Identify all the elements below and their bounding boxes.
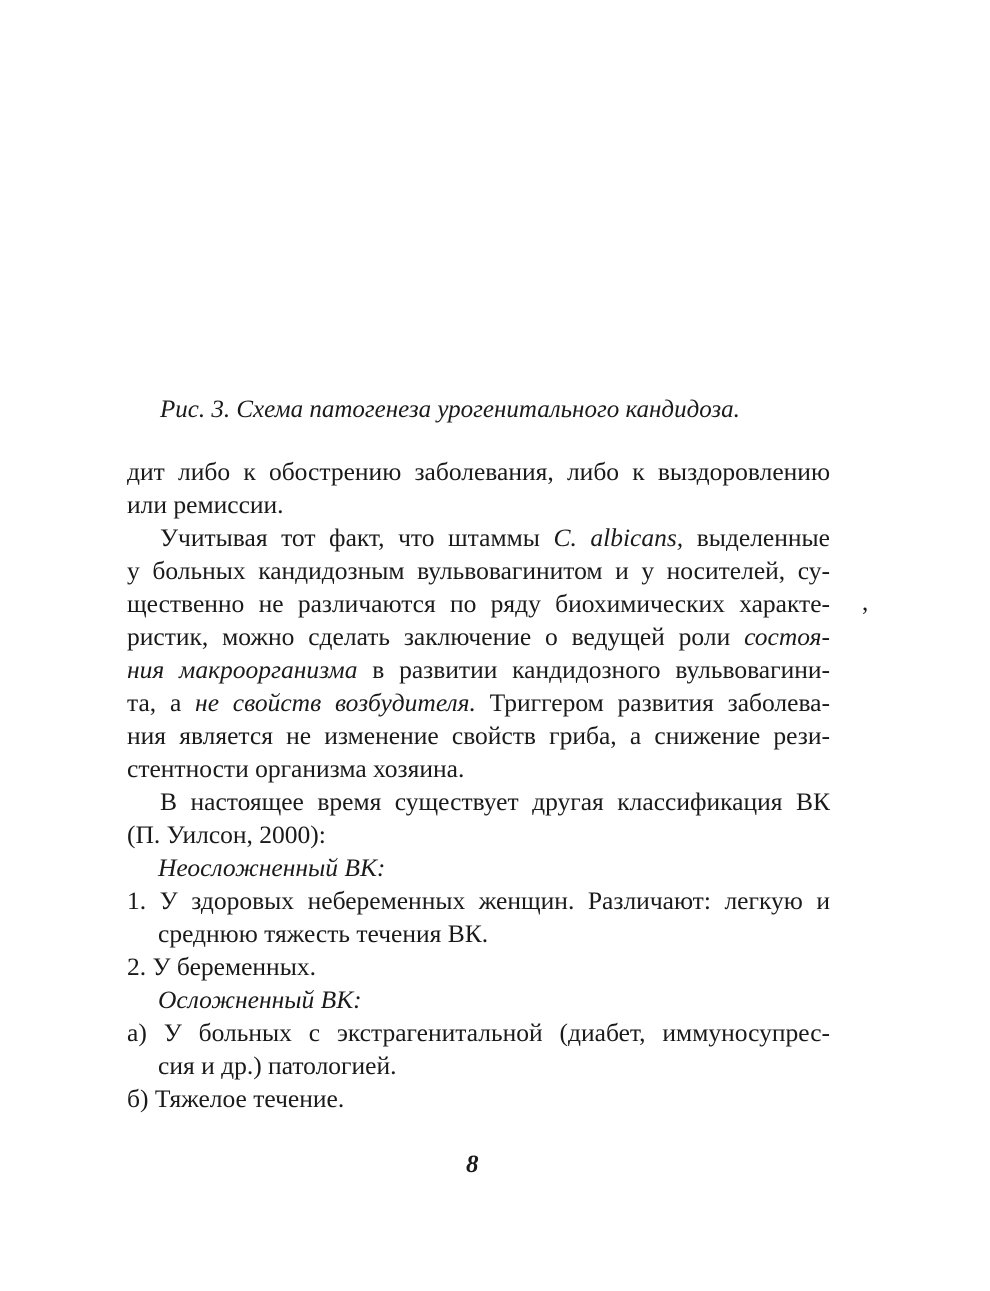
list-item-a-line-1: а) У больных с экстрагенитальной (диабет, иммуносупрес-	[127, 1018, 830, 1047]
paragraph-2-line-3: щественно не различаются по ряду биохимических характе-	[127, 589, 830, 618]
paragraph-2-line-4	[127, 620, 830, 653]
list-item-2: 2. У беременных.	[127, 952, 316, 981]
list-item-1-line-1: 1. У здоровых небеременных женщин. Различают: легкую и	[127, 886, 830, 915]
paragraph-3-line-1: В настоящее время существует другая классификация ВК	[160, 787, 830, 816]
text-run: в развитии кандидозного вульвовагини-	[357, 655, 830, 684]
paragraph-1-line-2: или ремиссии.	[127, 490, 284, 519]
emphasis: состоя-	[744, 622, 830, 651]
list-item-a-line-2: сия и др.) патологией.	[158, 1051, 397, 1080]
paragraph-2-line-2: у больных кандидозным вульвовагинитом и у носителей, су-	[127, 556, 830, 585]
text-run: Учитывая тот факт, что штаммы	[160, 523, 554, 552]
text-run: ристик, можно сделать заключение о ведущей роли	[127, 622, 745, 651]
figure-caption: Рис. 3. Схема патогенеза урогенитального кандидоза.	[160, 396, 740, 423]
paragraph-2-line-7: ния является не изменение свойств гриба, а снижение рези-	[127, 721, 830, 750]
text-run: та, а	[127, 688, 196, 717]
paragraph-3-line-2: (П. Уилсон, 2000):	[127, 820, 326, 849]
emphasis: не свойств возбудителя.	[195, 688, 476, 717]
paragraph-2-line-6	[127, 686, 830, 719]
text-run: Триггером развития заболева-	[475, 688, 830, 717]
paragraph-2-line-5	[127, 653, 830, 686]
margin-mark: ,	[862, 589, 869, 616]
list-item-1-line-2: среднюю тяжесть течения ВК.	[158, 919, 489, 948]
emphasis: ния макроорганизма	[127, 655, 358, 684]
page-number: 8	[466, 1151, 479, 1178]
uncomplicated-heading: Неосложненный ВК:	[158, 853, 386, 882]
species-name: C. albicans,	[553, 523, 684, 552]
paragraph-2-line-8: стентности организма хозяина.	[127, 754, 465, 783]
complicated-heading: Осложненный ВК:	[158, 985, 362, 1014]
paragraph-2-line-1	[127, 521, 830, 554]
text-run: выделенные	[683, 523, 830, 552]
paragraph-1-line-1: дит либо к обострению заболевания, либо к выздоровлению	[127, 457, 830, 486]
list-item-b: б) Тяжелое течение.	[127, 1084, 345, 1113]
